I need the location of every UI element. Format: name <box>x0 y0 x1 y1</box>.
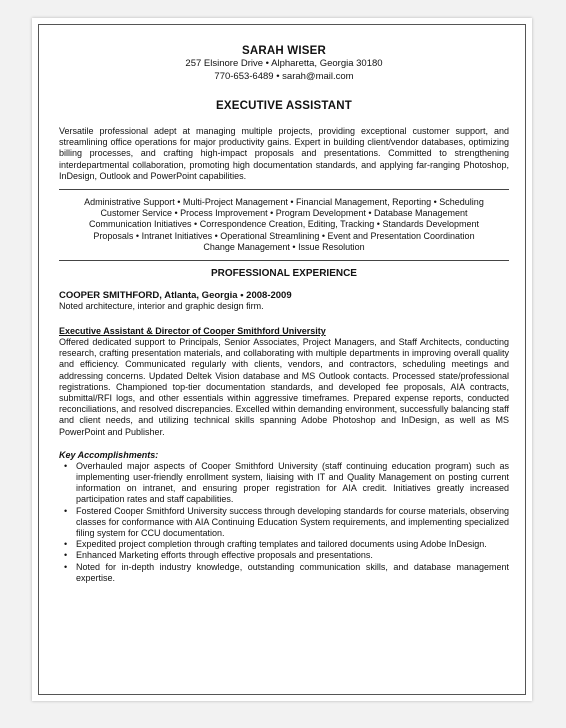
skills-line: Change Management • Issue Resolution <box>203 241 365 252</box>
skills-line: Communication Initiatives • Correspondence Creation, Editing, Tracking • Standards Development <box>89 219 479 230</box>
job-title: EXECUTIVE ASSISTANT <box>215 100 353 112</box>
company-description: Noted architecture, interior and graphic design firm. <box>59 301 264 312</box>
list-item <box>64 539 509 550</box>
skills-line: Proposals • Intranet Initiatives • Operational Streamlining • Event and Presentation Coordination <box>93 230 475 241</box>
bullet-icon: • <box>64 550 68 561</box>
professional-summary: Versatile professional adept at managing multiple projects, providing exceptional customer support, and streamlining office operations for major productivity gains. Expert in building client/vendor databases, optimizing billing processes, and crafting high-impact proposals and presentations. Committed to strengthening interdepartmental collaboration, promoting high documentation standards, and applying far-ranging Photoshop, InDesign, Outlook and PowerPoint capabilities. <box>59 126 509 181</box>
divider-bottom <box>59 260 509 261</box>
resume-header <box>59 44 509 83</box>
divider-top <box>59 189 509 190</box>
resume-content <box>59 44 509 584</box>
company-line: COOPER SMITHFORD, Atlanta, Georgia • 2008-2009 <box>59 290 292 302</box>
candidate-name: SARAH WISER <box>242 45 326 57</box>
role-description: Offered dedicated support to Principals, Senior Associates, Project Managers, and Staff Architects, conducting research, crafting presentation materials, and collaborating with multiple departments in improving overall quality and efficiency. Communicated regularly with clients, vendors, and contractors, scheduling meetings and addressing concerns. Updated Deltek Vision database and MS Outlook contacts. Processed state/professional registrations. Championed top-tier documentation standards, and developed fee proposals, AIA contracts, submittal/RFI logs, and other essentials within aggressive timeframes. Prepared expense reports, conducted reconciliations, and resolved discrepancies. Excelled within demanding environment, successfully balancing staff and client needs, and utilizing technical skills spanning Adobe Photoshop and InDesign, as well as MS PowerPoint and Publisher. <box>59 337 509 437</box>
list-item <box>64 561 509 584</box>
list-item-text: Fostered Cooper Smithford University success through developing standards for course materials, observing classes for conformance with AIA Continuing Education System requirements, and implementing specialized filing system for CCU documentation. <box>76 505 509 539</box>
bullet-icon: • <box>64 505 68 516</box>
list-item-text: Noted for in-depth industry knowledge, outstanding communication skills, and database management expertise. <box>76 561 509 583</box>
section-heading-experience: PROFESSIONAL EXPERIENCE <box>211 268 357 280</box>
candidate-phone-email: 770-653-6489 • sarah@mail.com <box>214 70 354 82</box>
skills-block <box>59 197 509 253</box>
list-item <box>64 550 509 561</box>
accomplishments-list <box>59 461 509 584</box>
accomplishments-heading: Key Accomplishments: <box>59 449 159 460</box>
candidate-address: 257 Elsinore Drive • Alpharetta, Georgia 30180 <box>185 58 383 69</box>
skills-line: Customer Service • Process Improvement • Program Development • Database Management <box>100 208 468 219</box>
list-item-text: Enhanced Marketing efforts through effective proposals and presentations. <box>76 550 373 561</box>
list-item <box>64 505 509 540</box>
bullet-icon: • <box>64 561 68 572</box>
list-item-text: Expedited project completion through crafting templates and tailored documents using Adobe InDesign. <box>76 539 487 550</box>
list-item-text: Overhauled major aspects of Cooper Smithford University (staff continuing education program) such as implementing user-friendly enrollment system, liaising with IT and Quality Management on posting current information on intranet, and ensuring proper registration for AIA credit. Initiatives greatly increased participation rates and staff capabilities. <box>76 460 509 505</box>
resume-page <box>32 18 532 701</box>
role-title: Executive Assistant & Director of Cooper Smithford University <box>59 326 326 337</box>
bullet-icon: • <box>64 460 68 471</box>
list-item <box>64 460 509 506</box>
skills-line: Administrative Support • Multi-Project Management • Financial Management, Reporting • Scheduling <box>84 197 484 208</box>
bullet-icon: • <box>64 539 68 550</box>
